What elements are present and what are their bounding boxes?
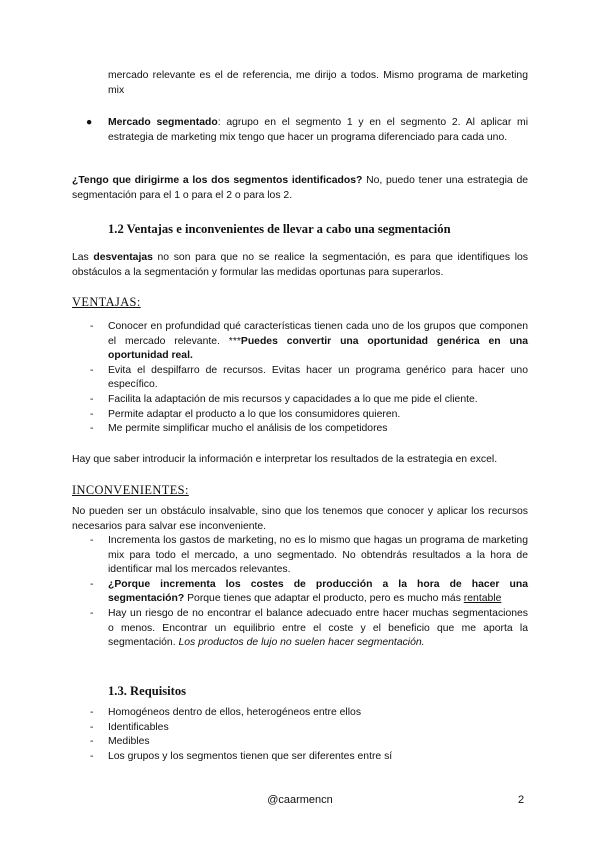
list-item: - Medibles (90, 735, 528, 750)
heading-1-2: 1.2 Ventajas e inconvenientes de llevar a cabo una segmentación (108, 222, 451, 236)
list-item: - Permite adaptar el producto a lo que los consumidores quieren. (90, 408, 528, 423)
desventajas-paragraph (72, 251, 528, 280)
list-item: - Los grupos y los segmentos tienen que ser diferentes entre sí (90, 750, 528, 765)
requisitos-list (90, 706, 528, 764)
ventaja-0: Conocer en profundidad qué características tienen cada uno de los grupos que componen el mercado relevante. *** (108, 321, 528, 347)
list-item: - Identificables (90, 721, 528, 736)
page-number: 2 (518, 794, 525, 806)
inconveniente-2: Hay un riesgo de no encontrar el balance adecuado entre hacer muchas segmentaciones o menos. Encontrar un equilibrio entre el coste y el beneficio que me aporta la segmentación. (108, 607, 528, 649)
bullet-body: : agrupo en el segmento 1 y en el segmento 2. Al aplicar mi estrategia de marketing mix tengo que hacer un programa diferenciado para cada uno. (108, 117, 529, 143)
list-item: - Incrementa los gastos de marketing, no es lo mismo que hagas un programa de marketing mix para todo el mercado, a uno segmentado. No obtendrás resultados a la hora de identificar mal los mercados relevantes. (90, 534, 528, 578)
question-paragraph (72, 174, 528, 203)
excel-paragraph: Hay que saber introducir la información e interpretar los resultados de la estrategia en excel. (72, 454, 498, 465)
question-bold: ¿Tengo que dirigirme a los dos segmentos identificados? (72, 175, 363, 186)
inconveniente-2-italic: Los productos de lujo no suelen hacer segmentación. (178, 637, 425, 649)
intro-continuation: mercado relevante es el de referencia, me dirijo a todos. Mismo programa de marketing mix (108, 70, 528, 96)
list-item: - Homogéneos dentro de ellos, heterogéneos entre ellos (90, 706, 528, 721)
inconveniente-1-underline: rentable (463, 593, 502, 605)
bullet-bold: Mercado segmentado (108, 117, 218, 128)
list-item: - Facilita la adaptación de mis recursos y capacidades a lo que me pide el cliente. (90, 393, 528, 408)
desventajas-body: no son para que no se realice la segmentación, es para que identifiques los obstáculos a la segmentación y formular las medidas oportunas para superarlos. (72, 252, 528, 278)
list-item (90, 320, 528, 364)
ventajas-list (90, 320, 528, 437)
heading-1-3: 1.3. Requisitos (108, 684, 187, 698)
ventaja-0-bold: Puedes convertir una oportunidad genérica en una oportunidad real. (108, 335, 528, 362)
inconvenientes-intro: No pueden ser un obstáculo insalvable, sino que los tenemos que conocer y aplicar los recursos necesarios para salvar ese inconveniente. (72, 506, 528, 532)
desventajas-prefix: Las (72, 252, 94, 263)
inconvenientes-title: INCONVENIENTES: (72, 483, 189, 497)
inconveniente-1: Porque tienes que adaptar el producto, pero es mucho más (184, 593, 464, 605)
inconveniente-1-bold: ¿Porque incrementa los costes de producción a la hora de hacer una segmentación? (108, 578, 528, 605)
list-item (90, 607, 528, 651)
list-item: - Evita el despilfarro de recursos. Evitas hacer un programa genérico para hacer uno específico. (90, 364, 528, 393)
page-footer: @caarmencn (267, 794, 333, 806)
list-item: - Me permite simplificar mucho el análisis de los competidores (90, 422, 528, 437)
bullet-text (108, 116, 528, 145)
question-body: No, puedo tener una estrategia de segmentación para el 1 o para el 2 o para los 2. (72, 175, 528, 201)
list-item (90, 578, 528, 607)
ventajas-title: VENTAJAS: (72, 295, 141, 309)
bullet-dot-icon: ● (86, 117, 93, 128)
inconvenientes-list (90, 534, 528, 651)
desventajas-bold: desventajas (93, 252, 153, 263)
